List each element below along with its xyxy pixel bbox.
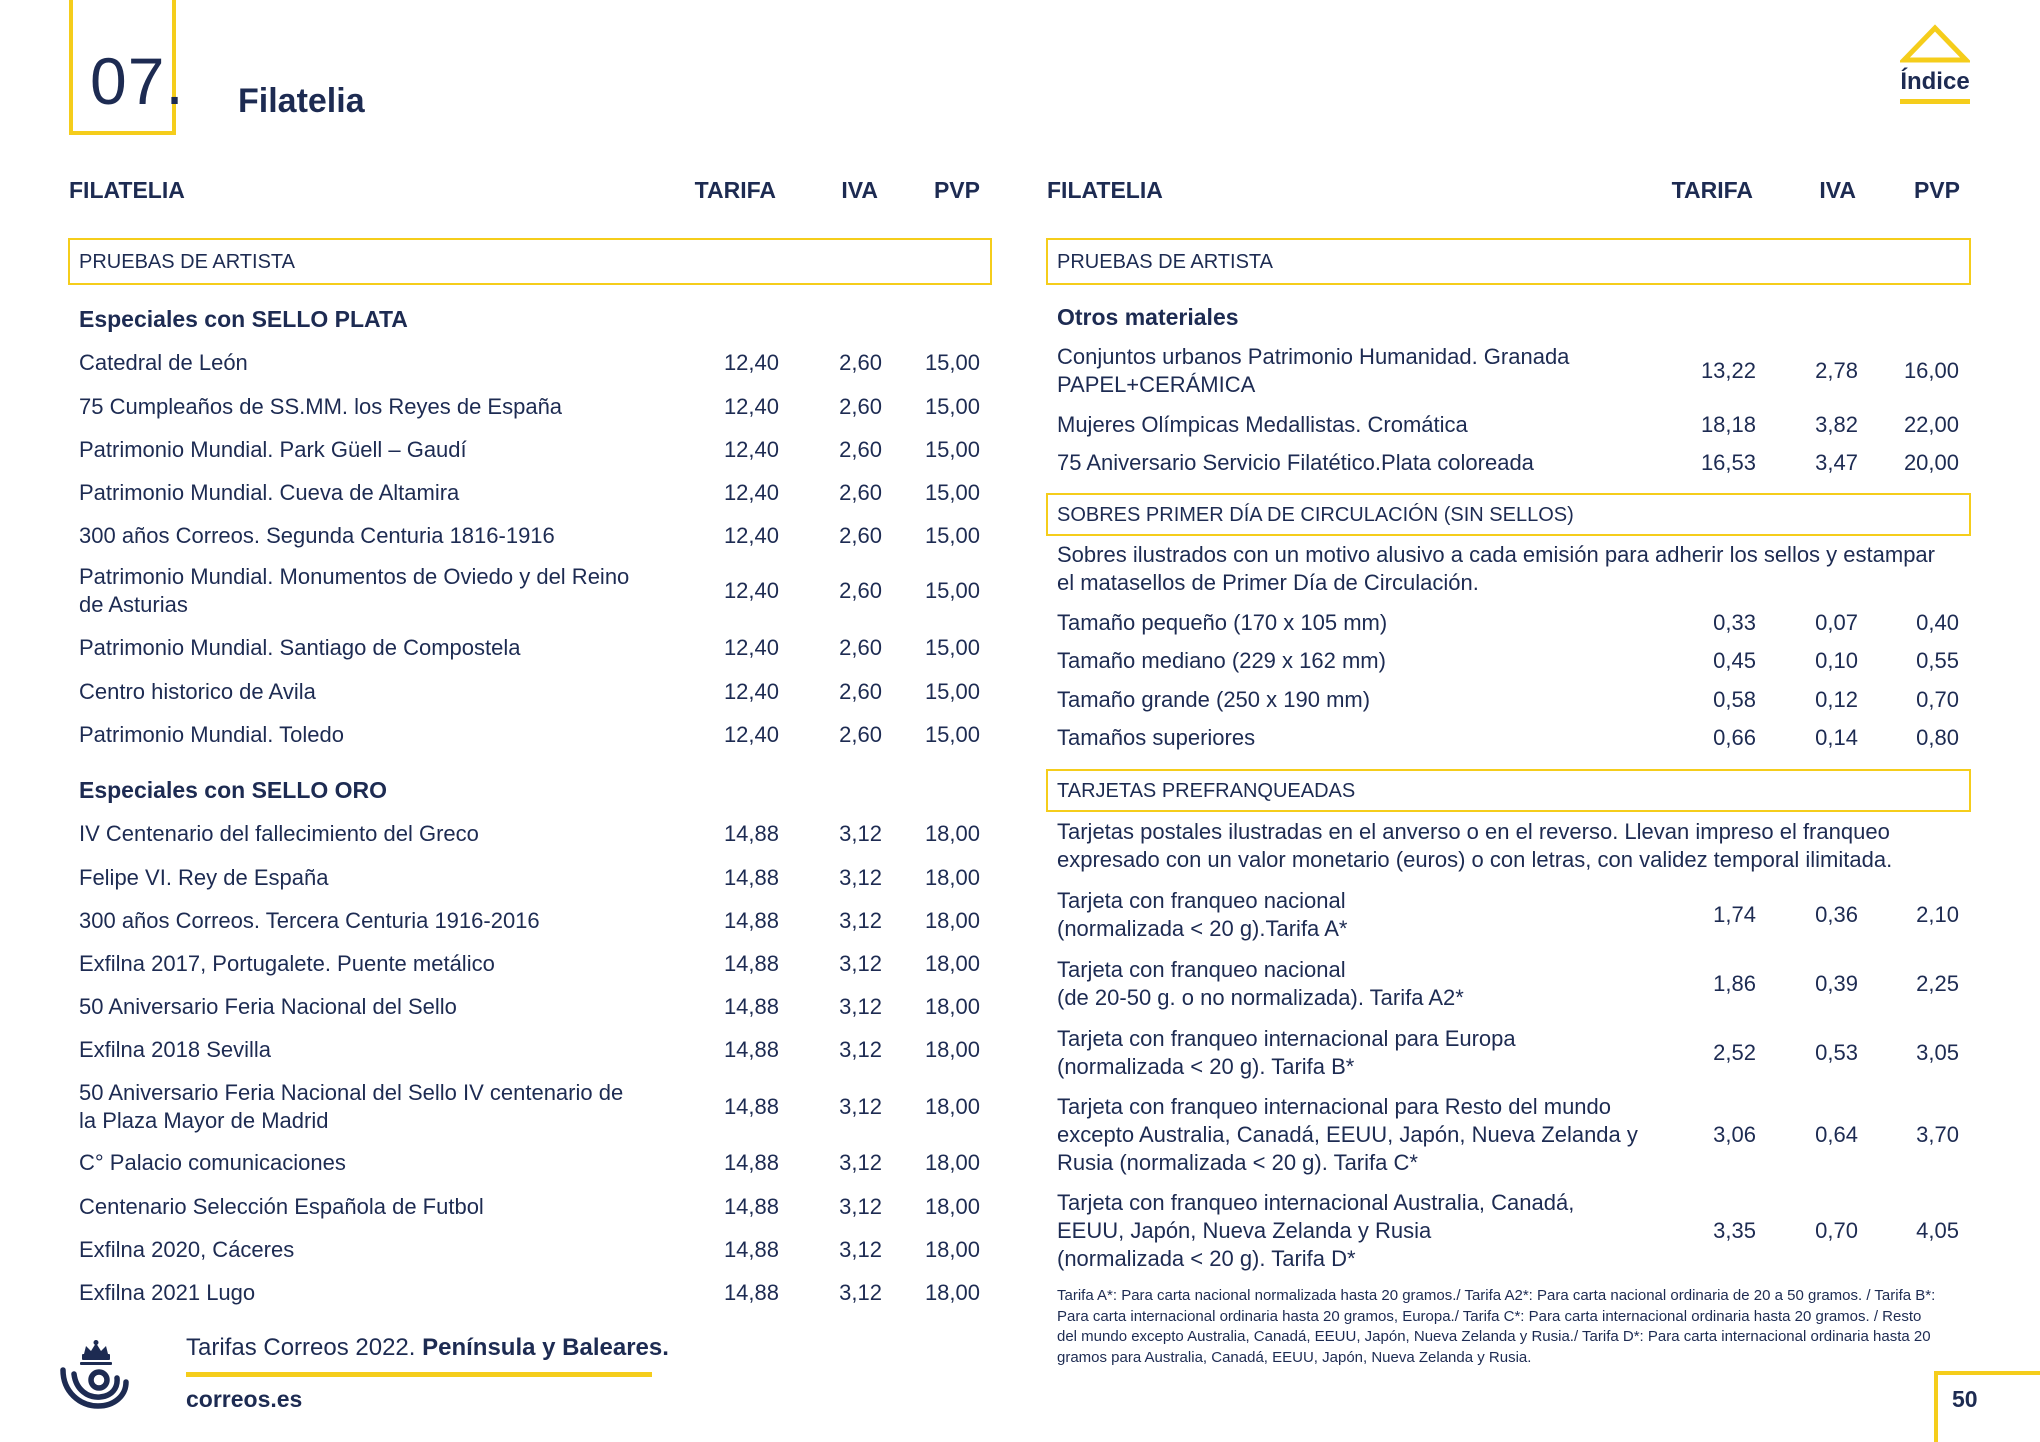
row-iva: 2,60 — [839, 635, 882, 660]
table-row — [1057, 718, 1961, 758]
footer-underline — [186, 1372, 652, 1377]
table-row — [79, 430, 983, 470]
row-pvp: 3,70 — [1916, 1122, 1959, 1147]
row-tarifa: 14,88 — [723, 1150, 779, 1175]
row-iva: 0,07 — [1815, 610, 1858, 635]
table-row — [79, 1230, 983, 1270]
row-pvp: 18,00 — [924, 951, 980, 976]
row-tarifa: 0,66 — [1713, 725, 1756, 750]
row-pvp: 15,00 — [924, 722, 980, 747]
row-iva: 3,12 — [839, 951, 882, 976]
footer-tariff-label: Tarifas Correos 2022. — [186, 1334, 423, 1361]
row-iva: 2,78 — [1815, 358, 1858, 383]
row-iva: 2,60 — [839, 394, 882, 419]
row-label: 300 años Correos. Segunda Centuria 1816-1916 — [79, 523, 555, 548]
row-iva: 3,12 — [839, 1037, 882, 1062]
row-tarifa: 14,88 — [723, 908, 779, 933]
row-label: Tarjeta con franqueo nacional (de 20-50 g. o no normalizada). Tarifa A2* — [1057, 957, 1464, 1010]
right-header-iva: IVA — [1819, 177, 1856, 203]
row-label: Tarjeta con franqueo internacional para Resto del mundo excepto Australia, Canadá, EEUU, Japón, Nueva Zelanda y Rusia (normalizada < 20 g). Tarifa C* — [1057, 1094, 1638, 1175]
row-tarifa: 14,88 — [723, 1237, 779, 1262]
table-row — [1057, 443, 1961, 483]
table-row — [79, 1273, 983, 1313]
row-tarifa: 0,33 — [1713, 610, 1756, 635]
row-tarifa: 14,88 — [723, 994, 779, 1019]
row-pvp: 15,00 — [924, 437, 980, 462]
left-header-tarifa: TARIFA — [694, 177, 776, 203]
right-section-box-pruebas: PRUEBAS DE ARTISTA — [1046, 238, 1971, 285]
row-tarifa: 12,40 — [723, 679, 779, 704]
left-section-box: PRUEBAS DE ARTISTA — [68, 238, 992, 285]
row-pvp: 15,00 — [924, 523, 980, 548]
table-row — [79, 814, 983, 854]
row-iva: 2,60 — [839, 578, 882, 603]
row-iva: 0,53 — [1815, 1040, 1858, 1065]
footer-region: Península y Baleares. — [422, 1334, 669, 1361]
section-title: Filatelia — [238, 82, 365, 120]
row-pvp: 18,00 — [924, 908, 980, 933]
row-iva: 2,60 — [839, 679, 882, 704]
row-tarifa: 12,40 — [723, 437, 779, 462]
right-header-pvp: PVP — [1913, 177, 1960, 203]
row-pvp: 15,00 — [924, 635, 980, 660]
row-iva: 3,12 — [839, 821, 882, 846]
row-pvp: 15,00 — [924, 480, 980, 505]
row-tarifa: 12,40 — [723, 523, 779, 548]
row-label: Tamaño mediano (229 x 162 mm) — [1057, 648, 1386, 673]
row-pvp: 15,00 — [924, 394, 980, 419]
table-row — [1057, 1023, 1961, 1083]
row-tarifa: 14,88 — [723, 1194, 779, 1219]
table-row — [79, 672, 983, 712]
table-row — [79, 944, 983, 984]
table-row — [1057, 1188, 1961, 1274]
table-row — [79, 1030, 983, 1070]
row-tarifa: 12,40 — [723, 578, 779, 603]
row-label: Mujeres Olímpicas Medallistas. Cromática — [1057, 412, 1468, 437]
row-label: 75 Cumpleaños de SS.MM. los Reyes de España — [79, 394, 563, 419]
table-row — [1057, 1092, 1961, 1178]
row-tarifa: 12,40 — [723, 635, 779, 660]
row-iva: 3,12 — [839, 1237, 882, 1262]
row-label: Patrimonio Mundial. Toledo — [79, 722, 344, 747]
left-table-title: FILATELIA — [69, 177, 185, 203]
table-row — [1057, 341, 1961, 401]
row-tarifa: 12,40 — [723, 394, 779, 419]
table-row — [79, 473, 983, 513]
table-row — [1057, 885, 1961, 945]
row-tarifa: 1,74 — [1713, 902, 1756, 927]
row-label: Centenario Selección Española de Futbol — [79, 1194, 484, 1219]
row-iva: 2,60 — [839, 480, 882, 505]
table-row — [79, 516, 983, 556]
row-pvp: 2,25 — [1916, 971, 1959, 996]
row-iva: 2,60 — [839, 523, 882, 548]
row-tarifa: 14,88 — [723, 821, 779, 846]
table-row — [79, 387, 983, 427]
row-label: Felipe VI. Rey de España — [79, 865, 329, 890]
row-pvp: 18,00 — [924, 1237, 980, 1262]
row-iva: 0,12 — [1815, 687, 1858, 712]
row-pvp: 18,00 — [924, 1150, 980, 1175]
footer-tariff-text — [186, 1336, 669, 1360]
table-row — [1057, 603, 1961, 643]
table-row — [79, 901, 983, 941]
row-label: 300 años Correos. Tercera Centuria 1916-2016 — [79, 908, 540, 933]
row-iva: 3,82 — [1815, 412, 1858, 437]
page-number-box — [1934, 1371, 2040, 1442]
row-pvp: 18,00 — [924, 1194, 980, 1219]
row-pvp: 18,00 — [924, 1094, 980, 1119]
row-tarifa: 13,22 — [1700, 358, 1756, 383]
row-label: Tarjeta con franqueo internacional para Europa (normalizada < 20 g). Tarifa B* — [1057, 1026, 1516, 1079]
row-label: Exfilna 2020, Cáceres — [79, 1237, 295, 1262]
row-label: Tamaños superiores — [1057, 725, 1256, 750]
row-iva: 0,64 — [1815, 1122, 1858, 1147]
row-pvp: 18,00 — [924, 821, 980, 846]
row-label: Exfilna 2018 Sevilla — [79, 1037, 272, 1062]
table-row — [1057, 954, 1961, 1014]
row-iva: 0,10 — [1815, 648, 1858, 673]
row-label: Centro historico de Avila — [79, 679, 316, 704]
row-label: 50 Aniversario Feria Nacional del Sello — [79, 994, 457, 1019]
row-pvp: 0,80 — [1916, 725, 1959, 750]
row-label: Patrimonio Mundial. Cueva de Altamira — [79, 480, 460, 505]
row-tarifa: 14,88 — [723, 865, 779, 890]
row-pvp: 18,00 — [924, 994, 980, 1019]
right-header-tarifa: TARIFA — [1671, 177, 1753, 203]
table-row — [79, 1077, 983, 1137]
row-iva: 2,60 — [839, 350, 882, 375]
row-tarifa: 2,52 — [1713, 1040, 1756, 1065]
tarifa-footnote: Tarifa A*: Para carta nacional normalizada hasta 20 gramos./ Tarifa A2*: Para carta nacional ordinaria de 20 a 50 gramos. / Tarifa B*: Para carta internacional ordinaria hasta 20 gramos, Europa./ Tarifa C*: Para carta internacional ordinaria hasta 20 gramos. / Resto del mundo excepto Australia, Canadá, EEUU, Japón, Nueva Zelanda y Rusia./ Tarifa D*: Para carta internacional ordinaria hasta 20 gramos para Australia, Canadá, EEUU, Japón, Nueva Zelanda y Rusia. — [1057, 1287, 1936, 1366]
row-iva: 3,12 — [839, 994, 882, 1019]
row-label: Catedral de León — [79, 350, 248, 375]
row-tarifa: 12,40 — [723, 480, 779, 505]
left-header-iva: IVA — [841, 177, 878, 203]
row-tarifa: 14,88 — [723, 1094, 779, 1119]
row-iva: 3,12 — [839, 1150, 882, 1175]
row-label: Conjuntos urbanos Patrimonio Humanidad. Granada PAPEL+CERÁMICA — [1057, 344, 1570, 397]
row-pvp: 15,00 — [924, 578, 980, 603]
right-section-box-tarjetas: TARJETAS PREFRANQUEADAS — [1046, 769, 1971, 812]
row-tarifa: 1,86 — [1713, 971, 1756, 996]
row-label: IV Centenario del fallecimiento del Greco — [79, 821, 479, 846]
row-pvp: 0,55 — [1916, 648, 1959, 673]
table-row — [79, 715, 983, 755]
row-pvp: 4,05 — [1916, 1218, 1959, 1243]
sobres-description: Sobres ilustrados con un motivo alusivo a cada emisión para adherir los sellos y estampar el matasellos de Primer Día de Circulación. — [1057, 542, 1935, 595]
table-row — [79, 343, 983, 383]
row-label: Tarjeta con franqueo nacional (normalizada < 20 g).Tarifa A* — [1057, 888, 1348, 941]
row-iva: 2,60 — [839, 722, 882, 747]
row-pvp: 20,00 — [1903, 450, 1959, 475]
row-tarifa: 14,88 — [723, 1037, 779, 1062]
row-pvp: 2,10 — [1916, 902, 1959, 927]
row-tarifa: 12,40 — [723, 350, 779, 375]
row-pvp: 18,00 — [924, 865, 980, 890]
row-label: Patrimonio Mundial. Santiago de Compostela — [79, 635, 521, 660]
row-tarifa: 3,06 — [1713, 1122, 1756, 1147]
row-pvp: 18,00 — [924, 1037, 980, 1062]
row-pvp: 3,05 — [1916, 1040, 1959, 1065]
row-iva: 3,12 — [839, 1194, 882, 1219]
index-link[interactable]: Índice — [1900, 68, 1970, 95]
row-iva: 3,12 — [839, 908, 882, 933]
row-iva: 3,47 — [1815, 450, 1858, 475]
row-pvp: 18,00 — [924, 1280, 980, 1305]
row-tarifa: 0,45 — [1713, 648, 1756, 673]
row-iva: 0,36 — [1815, 902, 1858, 927]
row-label: Exfilna 2017, Portugalete. Puente metálico — [79, 951, 495, 976]
row-pvp: 15,00 — [924, 679, 980, 704]
row-pvp: 22,00 — [1903, 412, 1959, 437]
row-tarifa: 14,88 — [723, 951, 779, 976]
row-iva: 3,12 — [839, 1280, 882, 1305]
table-row — [79, 858, 983, 898]
row-pvp: 16,00 — [1903, 358, 1959, 383]
row-label: 50 Aniversario Feria Nacional del Sello IV centenario de la Plaza Mayor de Madrid — [79, 1080, 624, 1133]
group-title-otros: Otros materiales — [1057, 304, 1239, 330]
row-iva: 0,39 — [1815, 971, 1858, 996]
row-pvp: 0,70 — [1916, 687, 1959, 712]
section-number: 07. — [90, 44, 185, 118]
table-row — [79, 1143, 983, 1183]
table-row — [79, 561, 983, 621]
row-tarifa: 0,58 — [1713, 687, 1756, 712]
right-section-box-sobres: SOBRES PRIMER DÍA DE CIRCULACIÓN (SIN SELLOS) — [1046, 493, 1971, 536]
row-iva: 3,12 — [839, 1094, 882, 1119]
row-label: 75 Aniversario Servicio Filatético.Plata coloreada — [1057, 450, 1534, 475]
row-pvp: 0,40 — [1916, 610, 1959, 635]
row-iva: 3,12 — [839, 865, 882, 890]
row-label: Exfilna 2021 Lugo — [79, 1280, 256, 1305]
right-table-title: FILATELIA — [1047, 177, 1163, 203]
row-label: Tarjeta con franqueo internacional Australia, Canadá, EEUU, Japón, Nueva Zelanda y Rusia (normalizada < 20 g). Tarifa D* — [1057, 1190, 1575, 1271]
tarjetas-description: Tarjetas postales ilustradas en el anverso o en el reverso. Llevan impreso el franqueo expresado con un valor monetario (euros) o con letras, con validez temporal ilimitada. — [1057, 819, 1893, 872]
row-label: Patrimonio Mundial. Monumentos de Oviedo y del Reino de Asturias — [79, 564, 630, 617]
row-iva: 0,70 — [1815, 1218, 1858, 1243]
row-tarifa: 3,35 — [1713, 1218, 1756, 1243]
correos-logo-icon — [58, 1340, 132, 1410]
row-label: Tamaño grande (250 x 190 mm) — [1057, 687, 1371, 712]
footer-website-link[interactable]: correos.es — [186, 1386, 303, 1412]
row-label: Patrimonio Mundial. Park Güell – Gaudí — [79, 437, 467, 462]
row-tarifa: 18,18 — [1700, 412, 1756, 437]
group-title-plata: Especiales con SELLO PLATA — [79, 306, 408, 332]
table-row — [79, 628, 983, 668]
row-label: Tamaño pequeño (170 x 105 mm) — [1057, 610, 1388, 635]
page-number: 50 — [1952, 1386, 1978, 1412]
left-header-pvp: PVP — [933, 177, 980, 203]
table-row — [79, 987, 983, 1027]
row-pvp: 15,00 — [924, 350, 980, 375]
row-tarifa: 14,88 — [723, 1280, 779, 1305]
table-row — [1057, 405, 1961, 445]
row-iva: 0,14 — [1815, 725, 1858, 750]
table-row — [79, 1187, 983, 1227]
row-label: C° Palacio comunicaciones — [79, 1150, 346, 1175]
table-row — [1057, 680, 1961, 720]
row-tarifa: 16,53 — [1700, 450, 1756, 475]
triangle-icon[interactable] — [1900, 24, 1970, 64]
table-row — [1057, 641, 1961, 681]
group-title-oro: Especiales con SELLO ORO — [79, 777, 388, 803]
index-underline — [1900, 99, 1970, 104]
row-iva: 2,60 — [839, 437, 882, 462]
row-tarifa: 12,40 — [723, 722, 779, 747]
